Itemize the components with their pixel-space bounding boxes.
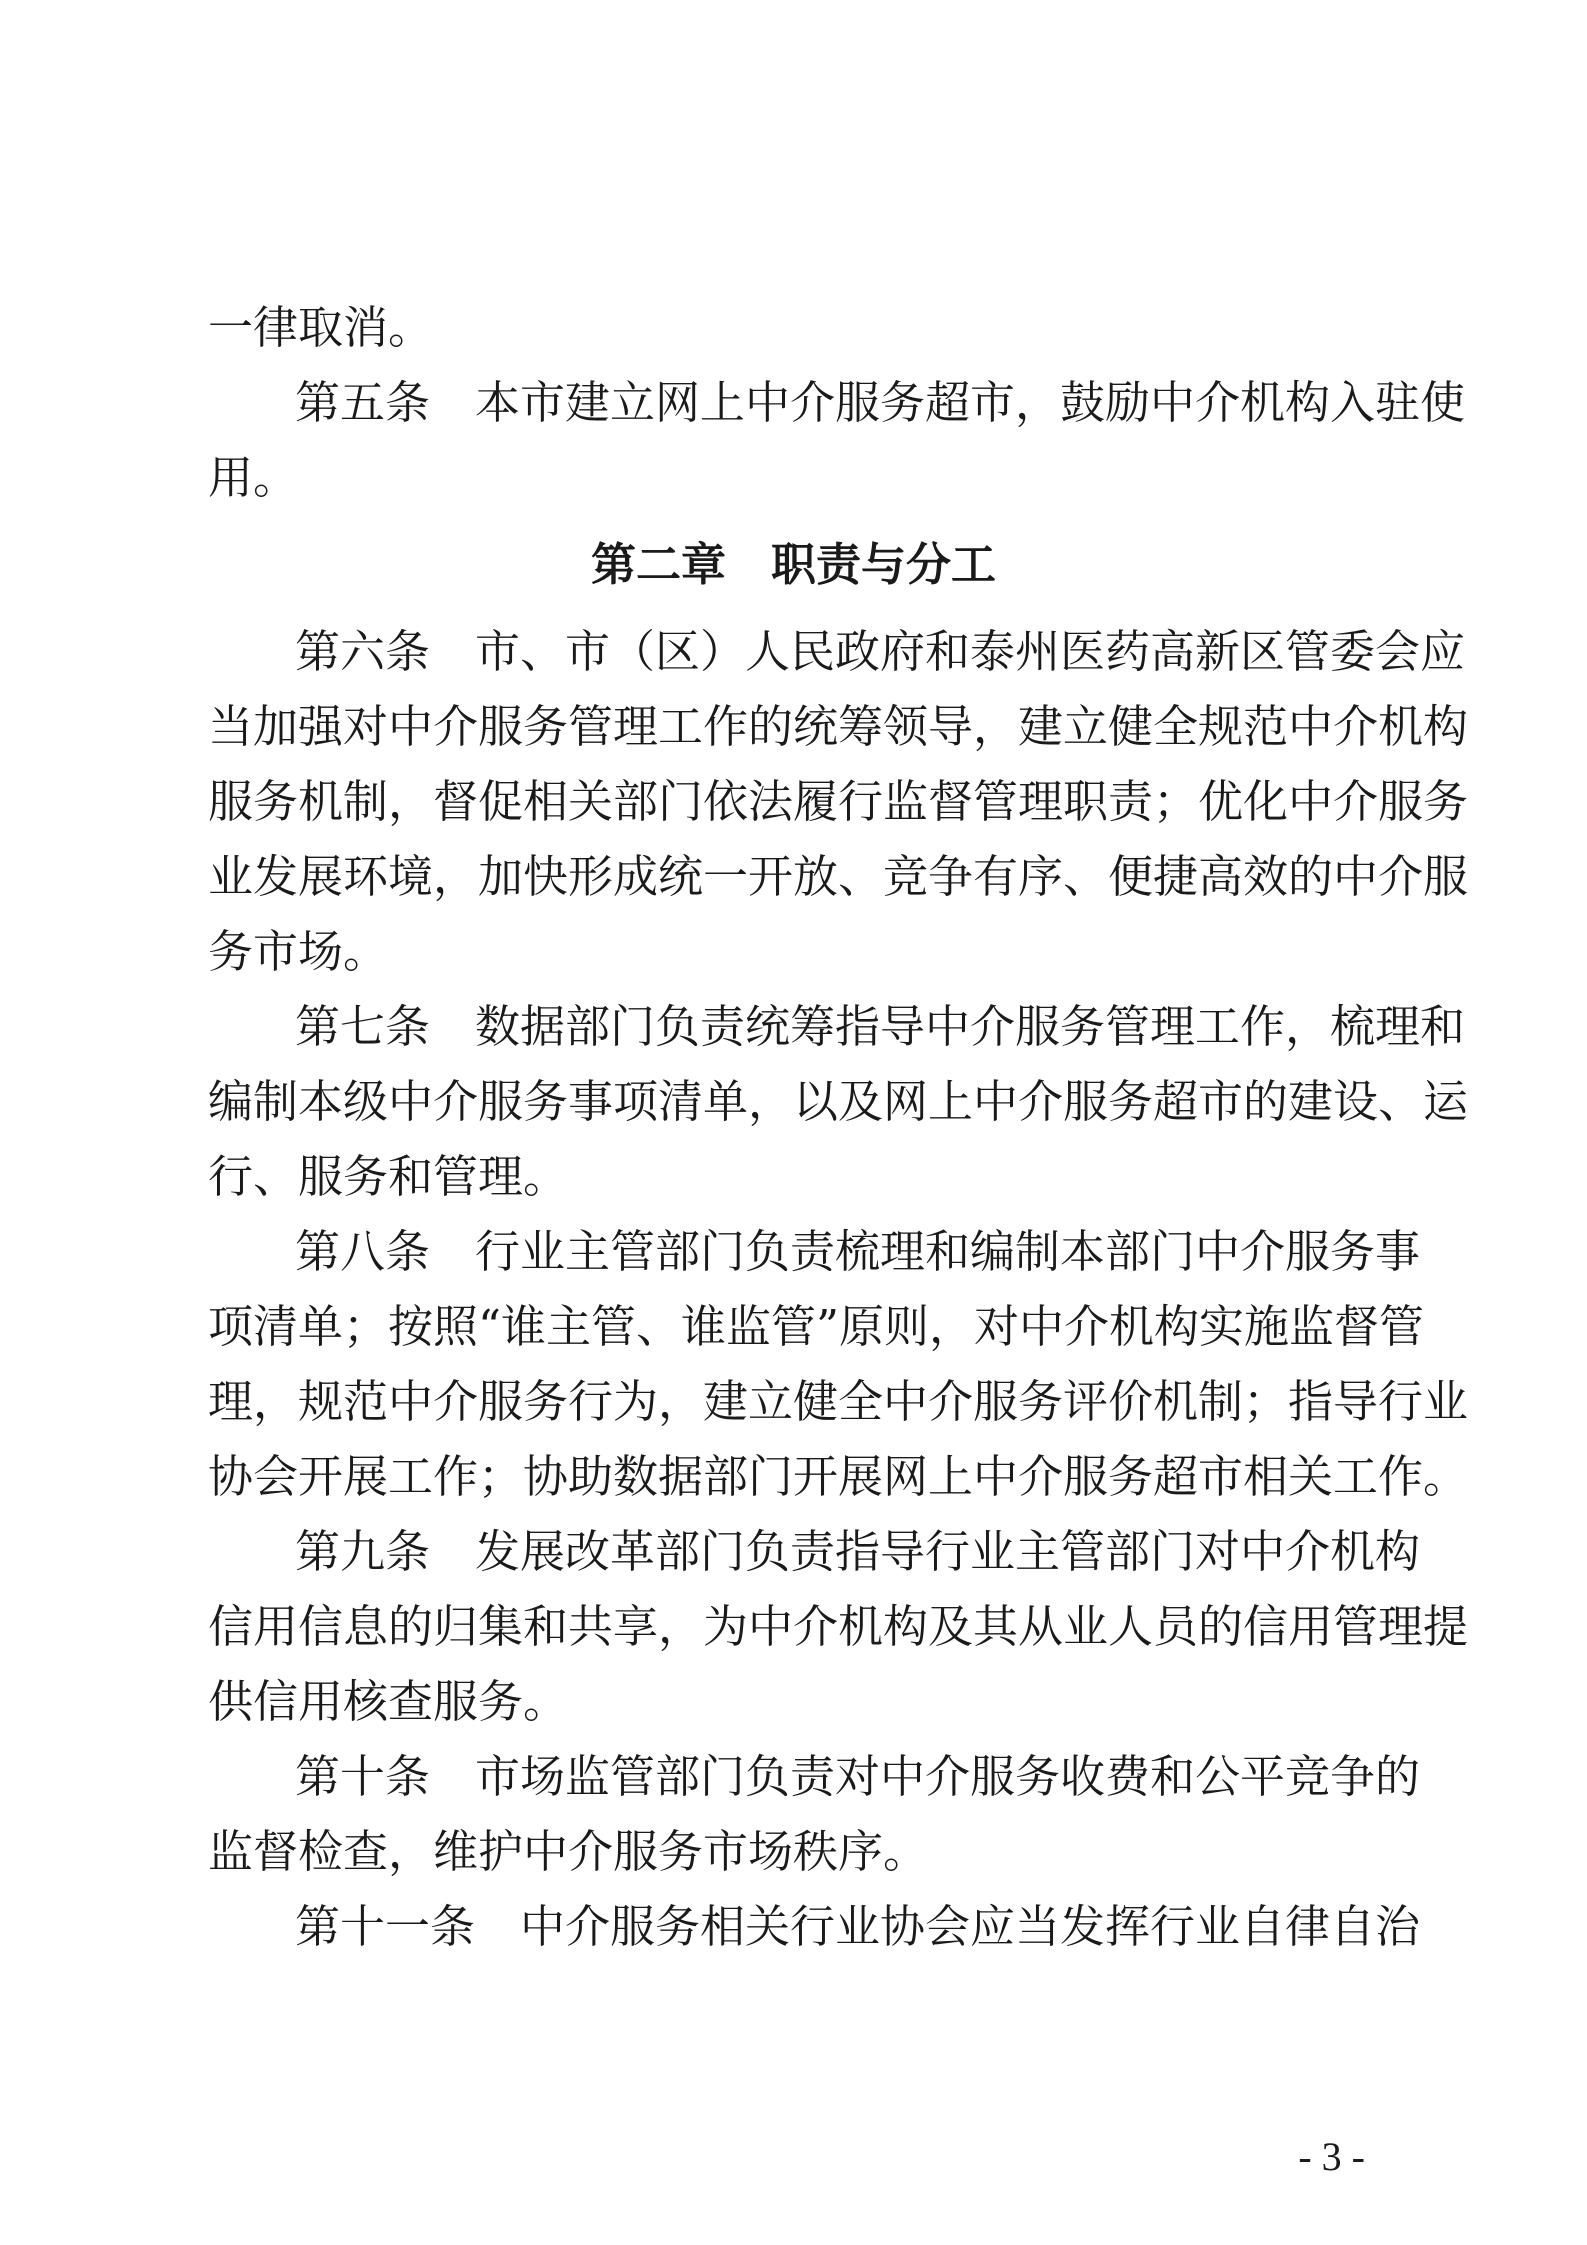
- text-line: 项清单；按照“谁主管、谁监管”原则，对中介机构实施监督管: [208, 1300, 1425, 1353]
- article-9-line: 第九条 发展改革部门负责指导行业主管部门对中介机构: [295, 1525, 1421, 1578]
- text-line: 业发展环境，加快形成统一开放、竞争有序、便捷高效的中介服: [208, 850, 1469, 903]
- chapter-heading: 第二章 职责与分工: [590, 538, 996, 591]
- text-line: 务市场。: [208, 925, 389, 978]
- text-line: 编制本级中介服务事项清单，以及网上中介服务超市的建设、运: [208, 1075, 1469, 1128]
- text-line: 一律取消。: [208, 301, 434, 354]
- article-10-line: 第十条 市场监管部门负责对中介服务收费和公平竞争的: [295, 1750, 1421, 1803]
- text-line: 协会开展工作；协助数据部门开展网上中介服务超市相关工作。: [208, 1450, 1469, 1503]
- text-line: 当加强对中介服务管理工作的统筹领导，建立健全规范中介机构: [208, 700, 1469, 753]
- article-8-line: 第八条 行业主管部门负责梳理和编制本部门中介服务事: [295, 1225, 1421, 1278]
- text-line: 服务机制，督促相关部门依法履行监督管理职责；优化中介服务: [208, 775, 1469, 828]
- text-line: 供信用核查服务。: [208, 1675, 569, 1728]
- article-11-line: 第十一条 中介服务相关行业协会应当发挥行业自律自治: [295, 1900, 1421, 1953]
- text-line: 理，规范中介服务行为，建立健全中介服务评价机制；指导行业: [208, 1375, 1469, 1428]
- page-number: - 3 -: [1298, 2134, 1365, 2179]
- article-7-line: 第七条 数据部门负责统筹指导中介服务管理工作，梳理和: [295, 1000, 1466, 1053]
- article-6-line: 第六条 市、市（区）人民政府和泰州医药高新区管委会应: [295, 625, 1466, 678]
- text-line: 行、服务和管理。: [208, 1150, 569, 1203]
- text-line: 监督检查，维护中介服务市场秩序。: [208, 1825, 929, 1878]
- text-line: 用。: [208, 451, 299, 504]
- article-5-line: 第五条 本市建立网上中介服务超市，鼓励中介机构入驻使: [295, 376, 1466, 429]
- text-line: 信用信息的归集和共享，为中介机构及其从业人员的信用管理提: [208, 1600, 1469, 1653]
